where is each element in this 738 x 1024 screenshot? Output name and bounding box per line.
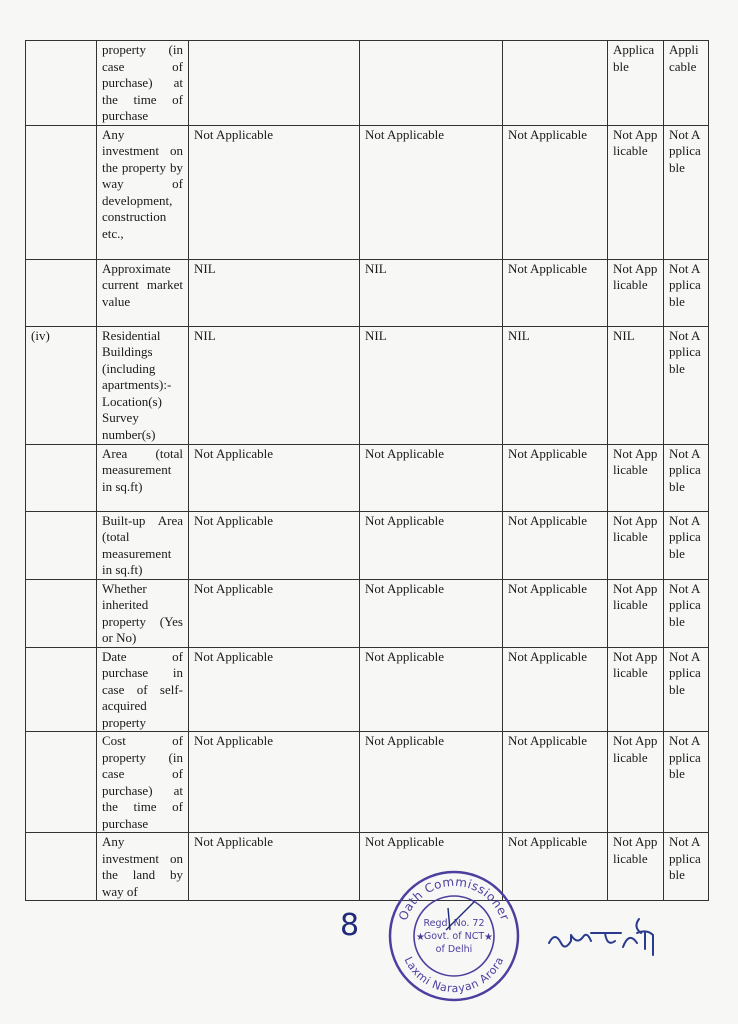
cell-serial: [26, 125, 97, 259]
cell-description: Approximate current market value: [97, 259, 189, 326]
cell-col-e: Not Applicable: [664, 511, 709, 579]
cell-col-d: Not Applicable: [608, 732, 664, 833]
cell-col-e: Not Applicable: [664, 833, 709, 901]
cell-col-e: Not Applicable: [664, 259, 709, 326]
table-row: [26, 833, 709, 901]
cell-description: property (in case of purchase) at the time of purchase: [97, 41, 189, 126]
stamp-ring-top: Oath Commissioner: [395, 874, 513, 923]
cell-col-a: Not Applicable: [189, 444, 360, 511]
cell-col-b: Not Applicable: [360, 125, 503, 259]
handwritten-signature: [545, 913, 665, 963]
cell-description: Built-up Area (total measurement in sq.ft): [97, 511, 189, 579]
cell-col-e: Not Applicable: [664, 125, 709, 259]
cell-col-d: Not Applicable: [608, 833, 664, 901]
cell-col-b: Not Applicable: [360, 511, 503, 579]
cell-col-d: Not Applicable: [608, 579, 664, 647]
cell-serial: [26, 647, 97, 732]
cell-serial: [26, 732, 97, 833]
cell-serial: (iv): [26, 326, 97, 444]
cell-col-b: [360, 41, 503, 126]
svg-text:Oath Commissioner: [396, 875, 512, 923]
cell-description: Residential Buildings (including apartments):- Location(s) Survey number(s): [97, 326, 189, 444]
cell-col-d: Not Applicable: [608, 444, 664, 511]
cell-col-a: Not Applicable: [189, 579, 360, 647]
cell-col-a: Not Applicable: [189, 511, 360, 579]
table-row: [26, 326, 709, 444]
cell-description: Any investment on the land by way of: [97, 833, 189, 901]
cell-col-b: NIL: [360, 326, 503, 444]
cell-col-c: Not Applicable: [503, 259, 608, 326]
cell-col-a: Not Applicable: [189, 833, 360, 901]
table-row: [26, 732, 709, 833]
page-number: 8: [340, 908, 360, 943]
cell-col-a: Not Applicable: [189, 732, 360, 833]
stamp-line-1: Regd. No. 72: [423, 918, 485, 929]
table-row: [26, 647, 709, 732]
cell-serial: [26, 41, 97, 126]
cell-serial: [26, 579, 97, 647]
table-row: [26, 259, 709, 326]
cell-col-b: Not Applicable: [360, 833, 503, 901]
oath-commissioner-stamp: [386, 868, 522, 1004]
cell-col-d: Applicable: [608, 41, 664, 126]
table-row: [26, 511, 709, 579]
cell-col-d: Not Applicable: [608, 647, 664, 732]
declaration-table: [25, 40, 709, 901]
cell-col-b: Not Applicable: [360, 647, 503, 732]
cell-col-a: NIL: [189, 259, 360, 326]
stamp-ring-bottom: Laxmi Narayan Arora: [401, 954, 507, 996]
cell-description: Any investment on the property by way of development, construction etc.,: [97, 125, 189, 259]
cell-col-a: Not Applicable: [189, 647, 360, 732]
cell-col-d: Not Applicable: [608, 511, 664, 579]
cell-col-d: Not Applicable: [608, 259, 664, 326]
cell-col-d: Not Applicable: [608, 125, 664, 259]
cell-col-c: Not Applicable: [503, 732, 608, 833]
cell-col-c: Not Applicable: [503, 125, 608, 259]
cell-col-e: Not Applicable: [664, 326, 709, 444]
cell-description: Cost of property (in case of purchase) at the time of purchase: [97, 732, 189, 833]
cell-col-a: [189, 41, 360, 126]
table-row: [26, 579, 709, 647]
stamp-star-right-icon: ★: [484, 932, 493, 943]
cell-col-e: Not Applicable: [664, 579, 709, 647]
cell-col-a: NIL: [189, 326, 360, 444]
cell-description: Whether inherited property (Yes or No): [97, 579, 189, 647]
cell-col-b: NIL: [360, 259, 503, 326]
cell-col-c: Not Applicable: [503, 647, 608, 732]
cell-col-c: [503, 41, 608, 126]
table-row: [26, 444, 709, 511]
stamp-line-2: Govt. of NCT: [423, 931, 485, 942]
cell-col-b: Not Applicable: [360, 444, 503, 511]
cell-col-d: NIL: [608, 326, 664, 444]
cell-col-c: Not Applicable: [503, 579, 608, 647]
cell-col-c: Not Applicable: [503, 511, 608, 579]
cell-col-c: Not Applicable: [503, 833, 608, 901]
cell-serial: [26, 833, 97, 901]
cell-col-b: Not Applicable: [360, 732, 503, 833]
cell-col-e: Applicable: [664, 41, 709, 126]
cell-col-c: Not Applicable: [503, 444, 608, 511]
cell-serial: [26, 444, 97, 511]
cell-description: Area (total measurement in sq.ft): [97, 444, 189, 511]
stamp-line-3: of Delhi: [435, 944, 473, 955]
cell-col-e: Not Applicable: [664, 647, 709, 732]
stamp-star-left-icon: ★: [416, 932, 425, 943]
table-row: [26, 125, 709, 259]
cell-serial: [26, 259, 97, 326]
cell-col-b: Not Applicable: [360, 579, 503, 647]
cell-col-e: Not Applicable: [664, 732, 709, 833]
cell-description: Date of purchase in case of self-acquired property: [97, 647, 189, 732]
table-row: [26, 41, 709, 126]
cell-col-c: NIL: [503, 326, 608, 444]
cell-col-a: Not Applicable: [189, 125, 360, 259]
cell-serial: [26, 511, 97, 579]
cell-col-e: Not Applicable: [664, 444, 709, 511]
